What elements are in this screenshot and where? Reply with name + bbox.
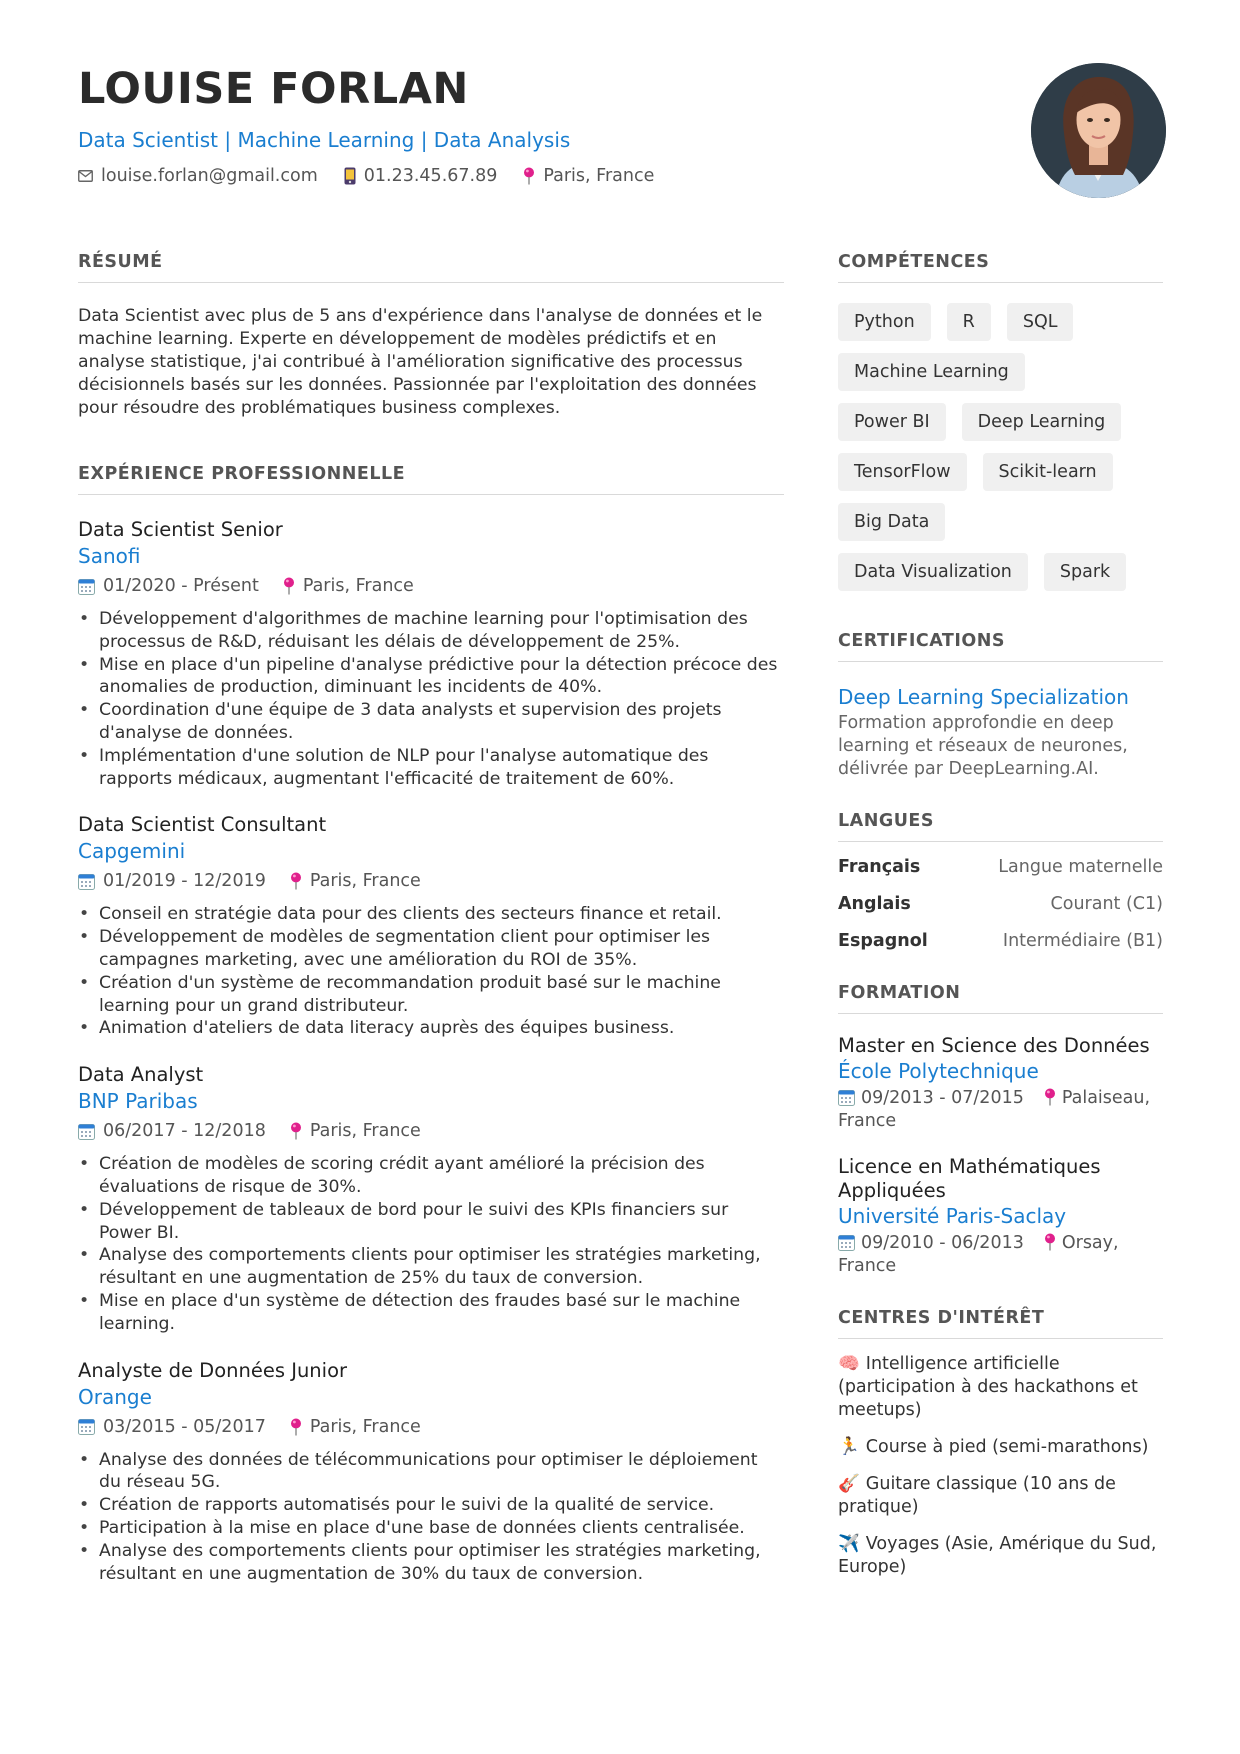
skill-chip: R — [947, 303, 991, 341]
skill-chip: Deep Learning — [962, 403, 1122, 441]
job-entry — [78, 812, 784, 1040]
education-meta — [838, 1232, 1163, 1278]
job-title: Analyste de Données Junior — [78, 1358, 348, 1382]
interest-text: Course à pied (semi-marathons) — [865, 1437, 1149, 1457]
job-bullet: • Coordination d'une équipe de 3 data analysts et supervision des projets d'analyse de données. — [78, 699, 784, 745]
runner-icon: 🏃 — [838, 1437, 860, 1457]
side-column — [838, 252, 1163, 1579]
education-degree: Master en Science des Données — [838, 1034, 1150, 1057]
language-level: Courant (C1) — [1050, 894, 1163, 914]
job-dates — [78, 574, 259, 598]
job-location — [290, 1415, 421, 1439]
pin-icon — [283, 577, 295, 595]
location-text: Paris, France — [309, 1416, 421, 1437]
education-heading: FORMATION — [838, 983, 1163, 1014]
interest-text: Intelligence artificielle (participation à des hackathons et meetups) — [838, 1354, 1138, 1420]
skill-chip: Spark — [1044, 553, 1126, 591]
job-entry — [78, 1358, 784, 1586]
job-bullet: • Mise en place d'un pipeline d'analyse prédictive pour la détection précoce des anomalies de production, diminuant les incidents de 40%. — [78, 654, 784, 700]
skill-chip: Big Data — [838, 503, 945, 541]
calendar-icon — [78, 873, 95, 890]
dates-text: 09/2013 - 07/2015 — [861, 1088, 1024, 1108]
education-school: Université Paris-Saclay — [838, 1204, 1067, 1228]
interest-text: Guitare classique (10 ans de pratique) — [838, 1474, 1116, 1517]
calendar-icon — [838, 1089, 855, 1106]
education-entry — [838, 1155, 1163, 1278]
job-bullets — [78, 903, 784, 1040]
interest-text: Voyages (Asie, Amérique du Sud, Europe) — [838, 1534, 1157, 1577]
job-location — [283, 574, 414, 598]
job-bullet: • Conseil en stratégie data pour des clients des secteurs finance et retail. — [78, 903, 784, 926]
job-location — [290, 869, 421, 893]
job-bullet: • Analyse des données de télécommunications pour optimiser le déploiement du réseau 5G. — [78, 1449, 784, 1495]
certifications-section — [838, 631, 1163, 781]
calendar-icon — [78, 1123, 95, 1140]
job-bullet: • Création de rapports automatisés pour le suivi de la qualité de service. — [78, 1494, 784, 1517]
dates-text: 03/2015 - 05/2017 — [103, 1416, 266, 1437]
brain-icon: 🧠 — [838, 1354, 860, 1374]
job-bullets — [78, 1153, 784, 1335]
job-bullet: • Développement de modèles de segmentation client pour optimiser les campagnes marketing, avec une amélioration du ROI de 35%. — [78, 926, 784, 972]
job-bullet: • Mise en place d'un système de détection des fraudes basé sur le machine learning. — [78, 1290, 784, 1336]
guitar-icon: 🎸 — [838, 1474, 860, 1494]
contact-row — [78, 166, 680, 186]
language-row — [838, 893, 1163, 916]
location-text: Paris, France — [309, 871, 421, 892]
pin-icon — [290, 872, 302, 890]
location-text: Palaiseau, France — [838, 1088, 1151, 1131]
job-dates — [78, 869, 266, 893]
job-meta — [78, 574, 784, 598]
experience-heading: EXPÉRIENCE PROFESSIONNELLE — [78, 464, 784, 495]
skill-chip: Power BI — [838, 403, 946, 441]
candidate-name: LOUISE FORLAN — [78, 64, 469, 114]
location-text: Paris, France — [309, 1121, 421, 1142]
job-company: BNP Paribas — [78, 1089, 198, 1114]
calendar-icon — [78, 1418, 95, 1435]
phone-text: 01.23.45.67.89 — [363, 166, 498, 186]
job-dates — [78, 1415, 266, 1439]
interest-item — [838, 1353, 1163, 1422]
profile-photo — [1031, 63, 1166, 198]
skill-chip: Data Visualization — [838, 553, 1028, 591]
job-dates — [78, 1119, 266, 1143]
job-company: Capgemini — [78, 839, 186, 864]
job-bullet: • Création d'un système de recommandation produit basé sur le machine learning pour un grand distributeur. — [78, 972, 784, 1018]
pin-icon — [290, 1122, 302, 1140]
job-bullets — [78, 1449, 784, 1586]
interest-item — [838, 1533, 1163, 1579]
calendar-icon — [838, 1234, 855, 1251]
job-meta — [78, 869, 784, 893]
certifications-heading: CERTIFICATIONS — [838, 631, 1163, 662]
job-bullet: • Participation à la mise en place d'une base de données clients centralisée. — [78, 1517, 784, 1540]
language-name: Espagnol — [838, 931, 928, 951]
skills-heading: COMPÉTENCES — [838, 252, 1163, 283]
skill-chip: Python — [838, 303, 931, 341]
contact-phone[interactable] — [344, 166, 498, 186]
skill-chip: TensorFlow — [838, 453, 967, 491]
skill-chip: Machine Learning — [838, 353, 1025, 391]
pin-icon — [1044, 1233, 1056, 1251]
contact-location — [523, 166, 654, 186]
dates-text: 09/2010 - 06/2013 — [861, 1233, 1024, 1253]
language-row — [838, 930, 1163, 953]
job-entry — [78, 1062, 784, 1335]
main-column — [78, 252, 784, 1585]
airplane-icon: ✈️ — [838, 1534, 860, 1554]
language-name: Anglais — [838, 894, 911, 914]
email-text: louise.forlan@gmail.com — [101, 166, 318, 186]
dates-text: 01/2020 - Présent — [103, 576, 259, 596]
job-company: Sanofi — [78, 544, 141, 568]
interests-heading: CENTRES D'INTÉRÊT — [838, 1308, 1163, 1339]
skill-chip: Scikit-learn — [983, 453, 1113, 491]
job-meta — [78, 1415, 784, 1439]
candidate-subtitle: Data Scientist | Machine Learning | Data Analysis — [78, 128, 571, 152]
skill-chip: SQL — [1007, 303, 1074, 341]
education-entry — [838, 1034, 1163, 1133]
interest-item — [838, 1473, 1163, 1519]
job-entry — [78, 517, 784, 790]
job-bullet: • Développement de tableaux de bord pour le suivi des KPIs financiers sur Power BI. — [78, 1199, 784, 1245]
location-text: Orsay, France — [838, 1233, 1119, 1276]
language-level: Intermédiaire (B1) — [1002, 931, 1163, 951]
dates-text: 06/2017 - 12/2018 — [103, 1121, 266, 1142]
job-bullet: • Développement d'algorithmes de machine learning pour l'optimisation des processus de R&D, réduisant les délais de développement de 25%. — [78, 608, 784, 654]
job-bullet: • Analyse des comportements clients pour optimiser les stratégies marketing, résultant en une augmentation de 25% du taux de conversion. — [78, 1244, 784, 1290]
job-bullets — [78, 608, 784, 790]
language-level: Langue maternelle — [998, 857, 1163, 877]
job-meta — [78, 1119, 784, 1143]
job-bullet: • Création de modèles de scoring crédit ayant amélioré la précision des évaluations de risque de 30%. — [78, 1153, 784, 1199]
language-row — [838, 856, 1163, 879]
education-degree: Licence en Mathématiques Appliquées — [838, 1155, 1101, 1202]
summary-text: Data Scientist avec plus de 5 ans d'expérience dans l'analyse de données et le machine learning. Experte en développement de modèles prédictifs et en analyse statistique, j'ai contribué à l'amélioration significative des processus décisionnels basés sur les données. Passionnée par l'exploitation des données pour résoudre des problématiques business complexes. — [78, 306, 763, 418]
certification-name: Deep Learning Specialization — [838, 685, 1129, 709]
job-bullet: • Implémentation d'une solution de NLP pour l'analyse automatique des rapports médicaux, augmentant l'efficacité de traitement de 60%. — [78, 745, 784, 791]
language-name: Français — [838, 857, 921, 877]
education-section — [838, 983, 1163, 1278]
job-title: Data Analyst — [78, 1063, 204, 1087]
phone-icon — [344, 167, 356, 185]
calendar-icon — [78, 578, 95, 595]
summary-heading: RÉSUMÉ — [78, 252, 784, 283]
job-bullet: • Analyse des comportements clients pour optimiser les stratégies marketing, résultant en une augmentation de 30% du taux de conversion. — [78, 1540, 784, 1586]
job-company: Orange — [78, 1384, 152, 1409]
education-school: École Polytechnique — [838, 1059, 1039, 1083]
avatar-illustration — [1031, 63, 1166, 198]
location-text: Paris, France — [543, 166, 655, 186]
job-title: Data Scientist Senior — [78, 518, 283, 541]
job-title: Data Scientist Consultant — [78, 813, 327, 837]
contact-email[interactable] — [78, 166, 318, 186]
languages-heading: LANGUES — [838, 811, 1163, 842]
interest-item — [838, 1436, 1163, 1459]
languages-section — [838, 811, 1163, 953]
interests-section — [838, 1308, 1163, 1579]
education-meta — [838, 1087, 1163, 1133]
dates-text: 01/2019 - 12/2019 — [103, 871, 266, 892]
job-bullet: • Animation d'ateliers de data literacy auprès des équipes business. — [78, 1017, 784, 1040]
pin-icon — [1044, 1088, 1056, 1106]
envelope-icon — [78, 170, 93, 182]
pin-icon — [523, 167, 535, 185]
job-location — [290, 1119, 421, 1143]
skills-list — [838, 303, 1163, 603]
certification-description: Formation approfondie en deep learning et réseaux de neurones, délivrée par DeepLearning.AI. — [838, 713, 1128, 779]
location-text: Paris, France — [302, 576, 414, 596]
pin-icon — [290, 1418, 302, 1436]
